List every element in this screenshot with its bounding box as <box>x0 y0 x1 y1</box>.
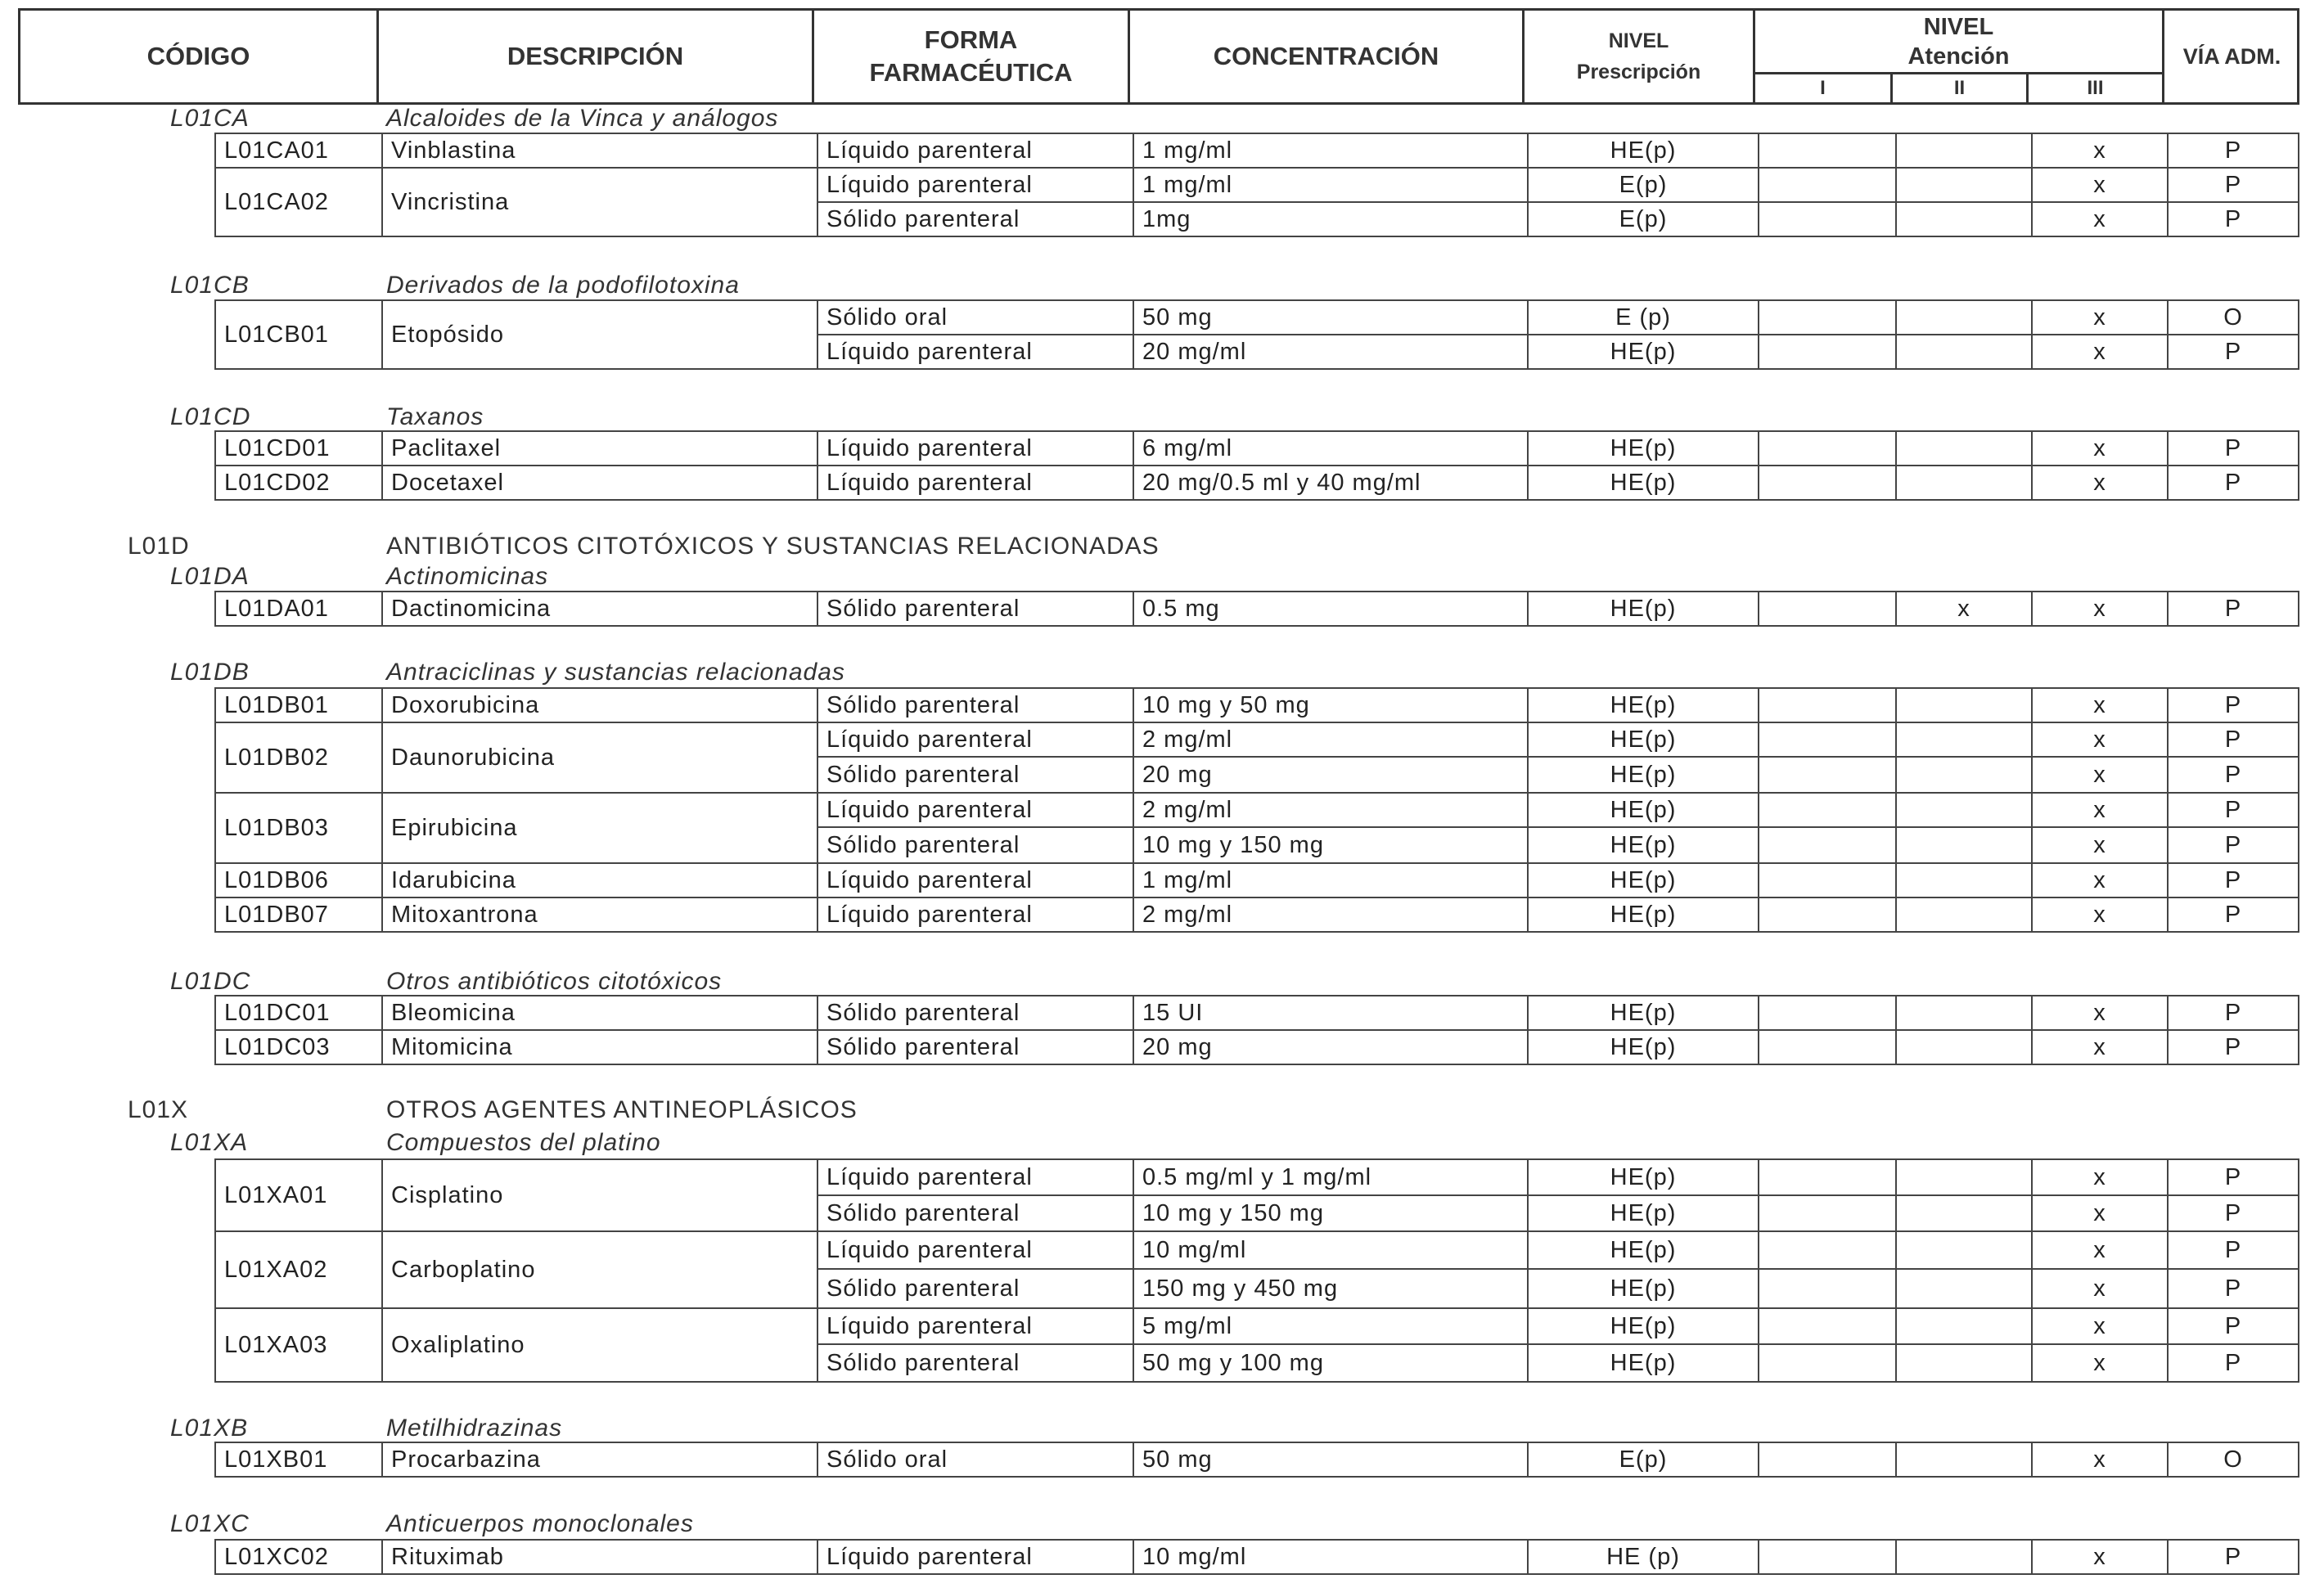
atencion-ii-cell <box>1895 465 2033 501</box>
via-adm-cell: P <box>2167 1539 2299 1575</box>
header-forma-farmaceutica <box>814 11 1128 102</box>
atencion-iii-cell: x <box>2031 133 2169 169</box>
atencion-i-cell <box>1758 430 1897 466</box>
nivel-prescripcion-cell: HE(p) <box>1527 1158 1759 1196</box>
via-adm-cell: P <box>2167 1307 2299 1345</box>
concentracion-cell: 10 mg y 50 mg <box>1133 687 1529 723</box>
concentracion-cell: 1 mg/ml <box>1133 167 1529 203</box>
concentracion-cell: 2 mg/ml <box>1133 722 1529 758</box>
group-name: Antraciclinas y sustancias relacionadas <box>386 659 845 686</box>
atencion-iii-cell: x <box>2031 299 2169 335</box>
atencion-i-cell <box>1758 167 1897 203</box>
atencion-iii-cell: x <box>2031 1158 2169 1196</box>
atencion-iii-cell: x <box>2031 756 2169 794</box>
atencion-ii-cell <box>1895 201 2033 237</box>
concentracion-cell: 1 mg/ml <box>1133 133 1529 169</box>
atencion-iii-cell: x <box>2031 1539 2169 1575</box>
header-nivel-atencion <box>1755 11 2162 72</box>
section-code: L01D <box>128 533 190 560</box>
forma-cell: Líquido parenteral <box>817 897 1134 933</box>
drug-code: L01XA03 <box>214 1307 383 1383</box>
forma-cell: Líquido parenteral <box>817 1230 1134 1270</box>
atencion-ii-cell <box>1895 299 2033 335</box>
nivel-prescripcion-cell: HE(p) <box>1527 1268 1759 1309</box>
concentracion-cell: 20 mg/ml <box>1133 334 1529 370</box>
atencion-i-cell <box>1758 1029 1897 1065</box>
atencion-ii-cell <box>1895 792 2033 828</box>
group-name: Actinomicinas <box>386 563 549 590</box>
header-forma-line2: FARMACÉUTICA <box>869 58 1073 87</box>
via-adm-cell: P <box>2167 722 2299 758</box>
atencion-iii-cell: x <box>2031 1230 2169 1270</box>
atencion-ii-cell: x <box>1895 591 2033 627</box>
atencion-i-cell <box>1758 995 1897 1031</box>
drug-description: Rituximab <box>381 1539 818 1575</box>
group-name: Derivados de la podofilotoxina <box>386 272 740 299</box>
via-adm-cell: P <box>2167 133 2299 169</box>
header-level-iii: III <box>2087 77 2104 99</box>
group-code: L01CA <box>170 105 250 132</box>
atencion-i-cell <box>1758 897 1897 933</box>
atencion-ii-cell <box>1895 687 2033 723</box>
atencion-i-cell <box>1758 1343 1897 1383</box>
atencion-iii-cell: x <box>2031 1307 2169 1345</box>
via-adm-cell: P <box>2167 1158 2299 1196</box>
group-name: Metilhidrazinas <box>386 1415 563 1442</box>
concentracion-cell: 10 mg y 150 mg <box>1133 1194 1529 1232</box>
forma-cell: Líquido parenteral <box>817 862 1134 898</box>
drug-code: L01DB03 <box>214 792 383 864</box>
nivel-prescripcion-cell: HE(p) <box>1527 465 1759 501</box>
atencion-iii-cell: x <box>2031 1029 2169 1065</box>
concentracion-cell: 0.5 mg <box>1133 591 1529 627</box>
forma-cell: Líquido parenteral <box>817 722 1134 758</box>
atencion-iii-cell: x <box>2031 1343 2169 1383</box>
drug-code: L01DB02 <box>214 722 383 794</box>
drug-description: Dactinomicina <box>381 591 818 627</box>
drug-code: L01CA02 <box>214 167 383 237</box>
section-code: L01X <box>128 1096 189 1123</box>
drug-description: Cisplatino <box>381 1158 818 1232</box>
drug-description: Oxaliplatino <box>381 1307 818 1383</box>
drug-code: L01DB07 <box>214 897 383 933</box>
nivel-prescripcion-cell: HE(p) <box>1527 756 1759 794</box>
atencion-i-cell <box>1758 862 1897 898</box>
atencion-ii-cell <box>1895 430 2033 466</box>
atencion-ii-cell <box>1895 1539 2033 1575</box>
atencion-ii-cell <box>1895 1268 2033 1309</box>
drug-description: Etopósido <box>381 299 818 370</box>
concentracion-cell: 15 UI <box>1133 995 1529 1031</box>
via-adm-cell: P <box>2167 897 2299 933</box>
via-adm-cell: P <box>2167 167 2299 203</box>
forma-cell: Sólido parenteral <box>817 201 1134 237</box>
via-adm-cell: P <box>2167 687 2299 723</box>
atencion-ii-cell <box>1895 1343 2033 1383</box>
atencion-ii-cell <box>1895 995 2033 1031</box>
forma-cell: Sólido parenteral <box>817 1343 1134 1383</box>
drug-description: Vinblastina <box>381 133 818 169</box>
header-nivel-prescripcion <box>1525 11 1753 102</box>
nivel-prescripcion-cell: HE(p) <box>1527 1194 1759 1232</box>
forma-cell: Líquido parenteral <box>817 1539 1134 1575</box>
concentracion-cell: 1mg <box>1133 201 1529 237</box>
drug-description: Mitomicina <box>381 1029 818 1065</box>
group-name: Otros antibióticos citotóxicos <box>386 968 723 995</box>
atencion-ii-cell <box>1895 862 2033 898</box>
nivel-prescripcion-cell: HE(p) <box>1527 430 1759 466</box>
drug-description: Daunorubicina <box>381 722 818 794</box>
atencion-ii-cell <box>1895 334 2033 370</box>
concentracion-cell: 6 mg/ml <box>1133 430 1529 466</box>
atencion-iii-cell: x <box>2031 1442 2169 1478</box>
atencion-ii-cell <box>1895 826 2033 864</box>
via-adm-cell: P <box>2167 1194 2299 1232</box>
drug-description: Procarbazina <box>381 1442 818 1478</box>
forma-cell: Líquido parenteral <box>817 1307 1134 1345</box>
forma-cell: Sólido parenteral <box>817 826 1134 864</box>
atencion-iii-cell: x <box>2031 430 2169 466</box>
atencion-i-cell <box>1758 1307 1897 1345</box>
group-code: L01DA <box>170 563 250 590</box>
atencion-ii-cell <box>1895 1194 2033 1232</box>
atencion-i-cell <box>1758 591 1897 627</box>
drug-code: L01CD01 <box>214 430 383 466</box>
forma-cell: Sólido parenteral <box>817 995 1134 1031</box>
forma-cell: Líquido parenteral <box>817 1158 1134 1196</box>
atencion-ii-cell <box>1895 167 2033 203</box>
drug-description: Epirubicina <box>381 792 818 864</box>
atencion-i-cell <box>1758 1268 1897 1309</box>
forma-cell: Sólido parenteral <box>817 1268 1134 1309</box>
nivel-prescripcion-cell: HE(p) <box>1527 722 1759 758</box>
nivel-prescripcion-cell: HE(p) <box>1527 591 1759 627</box>
via-adm-cell: P <box>2167 792 2299 828</box>
header-level-i: I <box>1820 77 1826 99</box>
header-concentracion: CONCENTRACIÓN <box>1213 42 1439 70</box>
header-via-adm: VÍA ADM. <box>2182 43 2281 69</box>
header-descripcion: DESCRIPCIÓN <box>507 42 684 70</box>
drug-code: L01DC01 <box>214 995 383 1031</box>
atencion-iii-cell: x <box>2031 995 2169 1031</box>
nivel-prescripcion-cell: HE(p) <box>1527 133 1759 169</box>
atencion-i-cell <box>1758 756 1897 794</box>
nivel-prescripcion-cell: HE(p) <box>1527 1343 1759 1383</box>
section-name: ANTIBIÓTICOS CITOTÓXICOS Y SUSTANCIAS RELACIONADAS <box>386 533 1160 560</box>
atencion-i-cell <box>1758 465 1897 501</box>
concentracion-cell: 10 mg/ml <box>1133 1230 1529 1270</box>
drug-description: Idarubicina <box>381 862 818 898</box>
group-code: L01DC <box>170 968 251 995</box>
nivel-prescripcion-cell: HE(p) <box>1527 897 1759 933</box>
atencion-iii-cell: x <box>2031 862 2169 898</box>
via-adm-cell: P <box>2167 826 2299 864</box>
via-adm-cell: P <box>2167 1230 2299 1270</box>
nivel-prescripcion-cell: HE(p) <box>1527 826 1759 864</box>
forma-cell: Sólido parenteral <box>817 756 1134 794</box>
nivel-prescripcion-cell: E(p) <box>1527 201 1759 237</box>
concentracion-cell: 10 mg/ml <box>1133 1539 1529 1575</box>
drug-code: L01CD02 <box>214 465 383 501</box>
forma-cell: Sólido parenteral <box>817 591 1134 627</box>
forma-cell: Sólido parenteral <box>817 1194 1134 1232</box>
via-adm-cell: P <box>2167 591 2299 627</box>
atencion-i-cell <box>1758 1194 1897 1232</box>
forma-cell: Líquido parenteral <box>817 792 1134 828</box>
atencion-i-cell <box>1758 1539 1897 1575</box>
nivel-prescripcion-cell: HE(p) <box>1527 792 1759 828</box>
concentracion-cell: 50 mg <box>1133 1442 1529 1478</box>
atencion-ii-cell <box>1895 133 2033 169</box>
drug-code: L01XA01 <box>214 1158 383 1232</box>
group-name: Compuestos del platino <box>386 1129 661 1156</box>
group-code: L01CD <box>170 403 251 430</box>
atencion-iii-cell: x <box>2031 1194 2169 1232</box>
atencion-iii-cell: x <box>2031 687 2169 723</box>
concentracion-cell: 50 mg <box>1133 299 1529 335</box>
forma-cell: Sólido parenteral <box>817 687 1134 723</box>
drug-code: L01XB01 <box>214 1442 383 1478</box>
forma-cell: Líquido parenteral <box>817 133 1134 169</box>
drug-description: Doxorubicina <box>381 687 818 723</box>
atencion-i-cell <box>1758 722 1897 758</box>
group-code: L01XC <box>170 1510 250 1537</box>
atencion-i-cell <box>1758 1230 1897 1270</box>
atencion-ii-cell <box>1895 1158 2033 1196</box>
via-adm-cell: P <box>2167 430 2299 466</box>
drug-code: L01XC02 <box>214 1539 383 1575</box>
drug-code: L01CA01 <box>214 133 383 169</box>
atencion-i-cell <box>1758 201 1897 237</box>
forma-cell: Líquido parenteral <box>817 334 1134 370</box>
atencion-ii-cell <box>1895 1307 2033 1345</box>
drug-code: L01CB01 <box>214 299 383 370</box>
forma-cell: Sólido oral <box>817 299 1134 335</box>
concentracion-cell: 150 mg y 450 mg <box>1133 1268 1529 1309</box>
forma-cell: Sólido oral <box>817 1442 1134 1478</box>
group-name: Anticuerpos monoclonales <box>386 1510 694 1537</box>
group-code: L01DB <box>170 659 250 686</box>
concentracion-cell: 2 mg/ml <box>1133 897 1529 933</box>
group-code: L01CB <box>170 272 250 299</box>
header-codigo: CÓDIGO <box>146 42 250 70</box>
concentracion-cell: 20 mg <box>1133 756 1529 794</box>
atencion-ii-cell <box>1895 756 2033 794</box>
atencion-i-cell <box>1758 1158 1897 1196</box>
atencion-ii-cell <box>1895 1029 2033 1065</box>
atencion-iii-cell: x <box>2031 826 2169 864</box>
nivel-prescripcion-cell: HE(p) <box>1527 687 1759 723</box>
concentracion-cell: 20 mg/0.5 ml y 40 mg/ml <box>1133 465 1529 501</box>
group-code: L01XB <box>170 1415 249 1442</box>
atencion-ii-cell <box>1895 1230 2033 1270</box>
forma-cell: Líquido parenteral <box>817 430 1134 466</box>
header-forma-line1: FORMA <box>924 25 1018 54</box>
atencion-iii-cell: x <box>2031 167 2169 203</box>
concentracion-cell: 20 mg <box>1133 1029 1529 1065</box>
atencion-i-cell <box>1758 299 1897 335</box>
nivel-prescripcion-cell: HE(p) <box>1527 334 1759 370</box>
group-name: Taxanos <box>386 403 484 430</box>
atencion-iii-cell: x <box>2031 591 2169 627</box>
atencion-iii-cell: x <box>2031 334 2169 370</box>
nivel-prescripcion-cell: E (p) <box>1527 299 1759 335</box>
nivel-prescripcion-cell: HE(p) <box>1527 1230 1759 1270</box>
via-adm-cell: O <box>2167 299 2299 335</box>
header-nivel-aten-line2: Atención <box>1907 43 2010 70</box>
drug-code: L01DB01 <box>214 687 383 723</box>
atencion-i-cell <box>1758 687 1897 723</box>
atencion-iii-cell: x <box>2031 897 2169 933</box>
atencion-ii-cell <box>1895 722 2033 758</box>
via-adm-cell: P <box>2167 1268 2299 1309</box>
group-name: Alcaloides de la Vinca y análogos <box>386 105 779 132</box>
nivel-prescripcion-cell: E(p) <box>1527 167 1759 203</box>
via-adm-cell: P <box>2167 995 2299 1031</box>
atencion-ii-cell <box>1895 897 2033 933</box>
atencion-iii-cell: x <box>2031 722 2169 758</box>
forma-cell: Líquido parenteral <box>817 167 1134 203</box>
header-nivel-presc-line1: NIVEL <box>1608 29 1669 52</box>
drug-code: L01XA02 <box>214 1230 383 1309</box>
atencion-i-cell <box>1758 334 1897 370</box>
via-adm-cell: P <box>2167 334 2299 370</box>
nivel-prescripcion-cell: HE (p) <box>1527 1539 1759 1575</box>
section-name: OTROS AGENTES ANTINEOPLÁSICOS <box>386 1096 858 1123</box>
drug-description: Carboplatino <box>381 1230 818 1309</box>
concentracion-cell: 50 mg y 100 mg <box>1133 1343 1529 1383</box>
forma-cell: Líquido parenteral <box>817 465 1134 501</box>
header-nivel-presc-line2: Prescripción <box>1576 61 1701 83</box>
concentracion-cell: 0.5 mg/ml y 1 mg/ml <box>1133 1158 1529 1196</box>
nivel-prescripcion-cell: HE(p) <box>1527 995 1759 1031</box>
header-level-ii: II <box>1953 77 1966 99</box>
concentracion-cell: 2 mg/ml <box>1133 792 1529 828</box>
via-adm-cell: P <box>2167 1029 2299 1065</box>
header-nivel-aten-line1: NIVEL <box>1923 13 1994 40</box>
atencion-i-cell <box>1758 792 1897 828</box>
via-adm-cell: P <box>2167 465 2299 501</box>
via-adm-cell: P <box>2167 756 2299 794</box>
drug-description: Vincristina <box>381 167 818 237</box>
drug-description: Docetaxel <box>381 465 818 501</box>
drug-description: Bleomicina <box>381 995 818 1031</box>
nivel-prescripcion-cell: E(p) <box>1527 1442 1759 1478</box>
nivel-prescripcion-cell: HE(p) <box>1527 862 1759 898</box>
via-adm-cell: O <box>2167 1442 2299 1478</box>
forma-cell: Sólido parenteral <box>817 1029 1134 1065</box>
concentracion-cell: 10 mg y 150 mg <box>1133 826 1529 864</box>
via-adm-cell: P <box>2167 862 2299 898</box>
nivel-prescripcion-cell: HE(p) <box>1527 1307 1759 1345</box>
atencion-iii-cell: x <box>2031 465 2169 501</box>
drug-description: Mitoxantrona <box>381 897 818 933</box>
atencion-i-cell <box>1758 826 1897 864</box>
concentracion-cell: 1 mg/ml <box>1133 862 1529 898</box>
atencion-iii-cell: x <box>2031 792 2169 828</box>
atencion-ii-cell <box>1895 1442 2033 1478</box>
atencion-i-cell <box>1758 1442 1897 1478</box>
atencion-iii-cell: x <box>2031 201 2169 237</box>
drug-description: Paclitaxel <box>381 430 818 466</box>
nivel-prescripcion-cell: HE(p) <box>1527 1029 1759 1065</box>
atencion-iii-cell: x <box>2031 1268 2169 1309</box>
drug-code: L01DA01 <box>214 591 383 627</box>
via-adm-cell: P <box>2167 1343 2299 1383</box>
concentracion-cell: 5 mg/ml <box>1133 1307 1529 1345</box>
atencion-i-cell <box>1758 133 1897 169</box>
via-adm-cell: P <box>2167 201 2299 237</box>
group-code: L01XA <box>170 1129 249 1156</box>
drug-code: L01DB06 <box>214 862 383 898</box>
drug-code: L01DC03 <box>214 1029 383 1065</box>
